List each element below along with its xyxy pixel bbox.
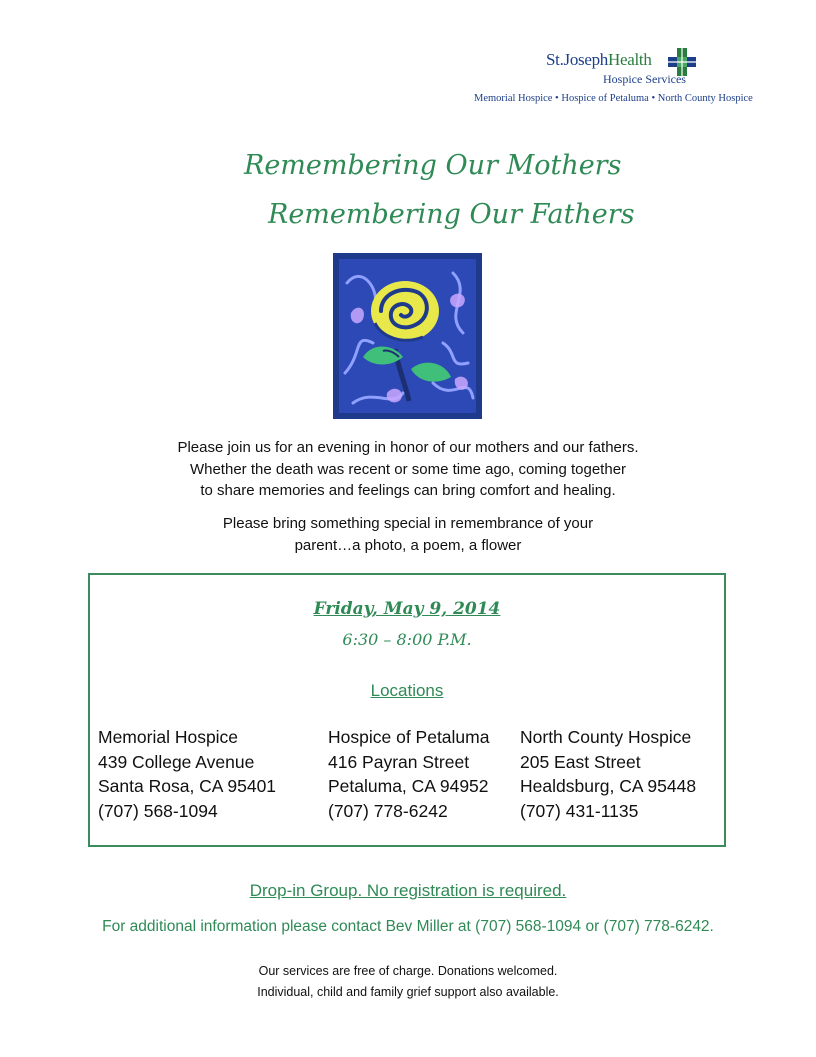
dropin-notice: Drop-in Group. No registration is required. bbox=[249, 881, 567, 900]
location-name: Memorial Hospice bbox=[98, 727, 239, 747]
contact-info: For additional information please contact Bev Miller at (707) 568-1094 or (707) 778-6242. bbox=[102, 918, 714, 935]
location-street: 416 Payran Street bbox=[328, 751, 470, 772]
bring-line-1: Please bring something special in remembrance of your bbox=[222, 515, 594, 532]
location-street: 439 College Avenue bbox=[98, 751, 255, 772]
location-phone: (707) 778-6242 bbox=[328, 800, 448, 821]
event-time: 6:30 – 8:00 P.M. bbox=[342, 630, 472, 649]
bring-paragraph bbox=[0, 513, 816, 556]
location-city: Petaluma, CA 94952 bbox=[328, 776, 489, 796]
title-line-2: Remembering Our Fathers bbox=[268, 199, 635, 230]
title-line-1: Remembering Our Mothers bbox=[244, 150, 622, 181]
event-info-box bbox=[88, 573, 726, 847]
intro-line-1: Please join us for an evening in honor of our mothers and our fathers. bbox=[177, 439, 639, 456]
location-memorial-hospice bbox=[98, 725, 276, 823]
event-date: Friday, May 9, 2014 bbox=[313, 599, 501, 619]
intro-line-3: to share memories and feelings can bring comfort and healing. bbox=[200, 482, 616, 499]
logo-name: St.JosephHealth bbox=[546, 50, 652, 69]
location-city: Healdsburg, CA 95448 bbox=[520, 776, 697, 796]
location-street: 205 East Street bbox=[520, 751, 641, 772]
location-city: Santa Rosa, CA 95401 bbox=[98, 776, 277, 796]
logo-subtitle: Hospice Services bbox=[603, 72, 686, 86]
intro-line-2: Whether the death was recent or some time ago, coming together bbox=[189, 460, 627, 478]
bring-line-2: parent…a photo, a poem, a flower bbox=[294, 536, 522, 554]
logo-locations-line: Memorial Hospice • Hospice of Petaluma • North County Hospice bbox=[474, 93, 753, 104]
intro-paragraph bbox=[0, 437, 816, 502]
location-hospice-of-petaluma bbox=[328, 725, 489, 823]
footer-line-2: Individual, child and family grief support also available. bbox=[257, 985, 559, 999]
footer-line-1: Our services are free of charge. Donations welcomed. bbox=[258, 964, 558, 978]
location-name: Hospice of Petaluma bbox=[328, 727, 490, 747]
location-north-county-hospice bbox=[520, 725, 696, 823]
location-phone: (707) 568-1094 bbox=[98, 800, 218, 821]
location-phone: (707) 431-1135 bbox=[520, 800, 639, 821]
location-name: North County Hospice bbox=[520, 727, 692, 747]
st-joseph-health-logo bbox=[474, 44, 766, 110]
locations-heading: Locations bbox=[370, 681, 444, 700]
rose-illustration bbox=[333, 253, 482, 419]
